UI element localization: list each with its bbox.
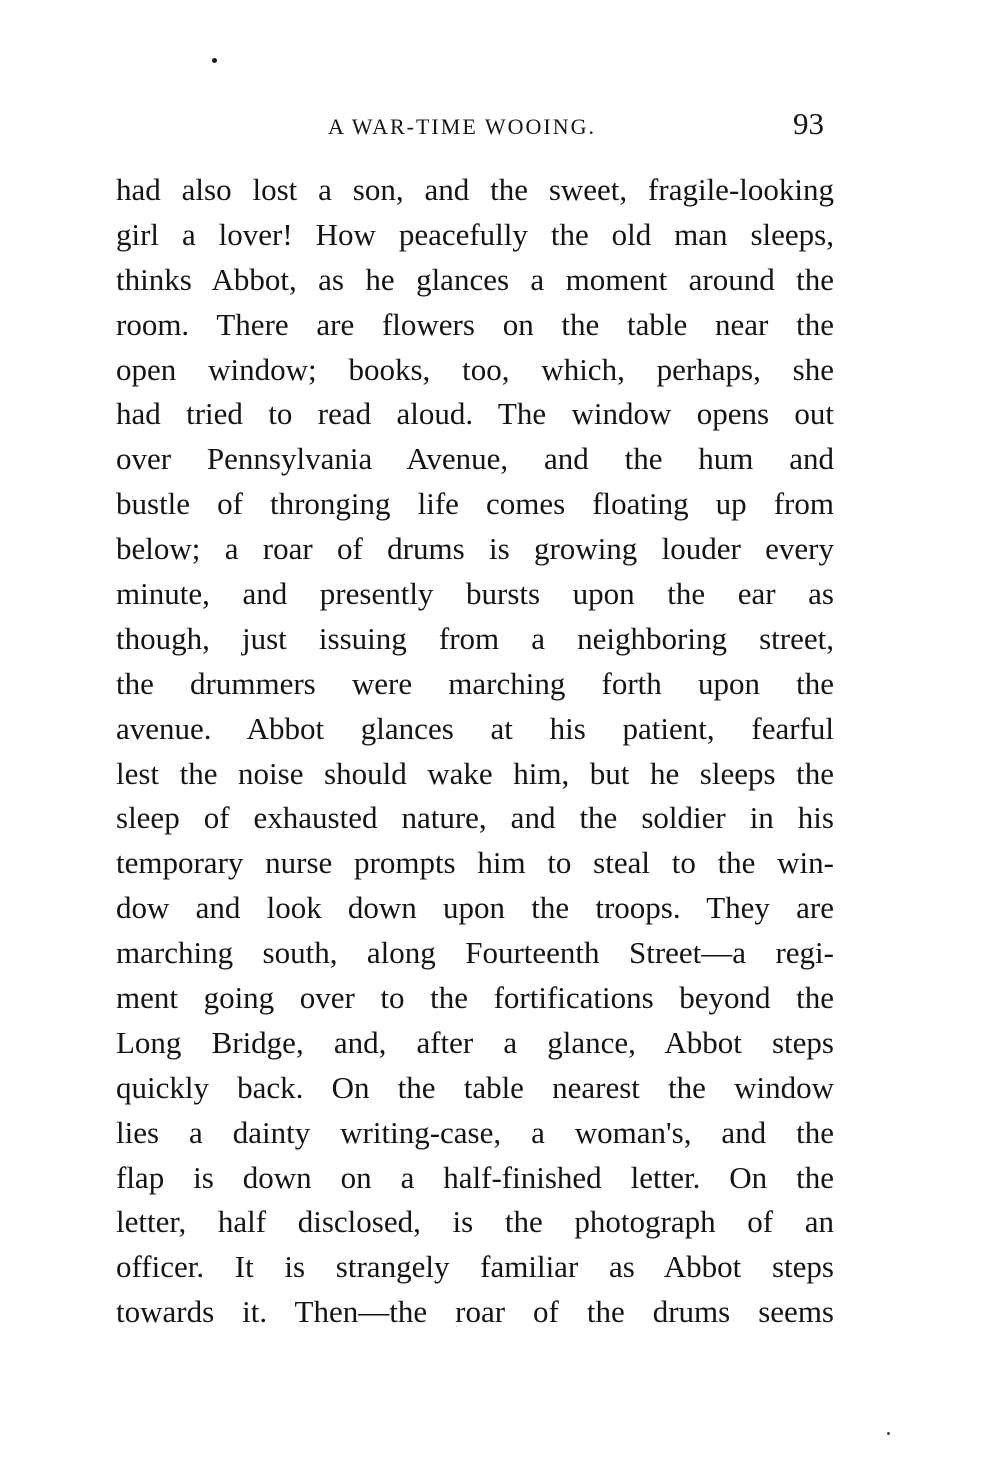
page-number: 93 [793,106,824,141]
text-line: over Pennsylvania Avenue, and the hum and [116,441,834,477]
text-line: lest the noise should wake him, but he sleeps the [116,755,834,791]
text-line: had tried to read aloud. The window opens out [116,396,834,432]
text-line: dow and look down upon the troops. They are [116,890,834,926]
text-line: officer. It is strangely familiar as Abbot steps [116,1249,834,1285]
text-line: girl a lover! How peacefully the old man sleeps, [116,216,834,252]
text-line: temporary nurse prompts him to steal to the win- [116,845,834,881]
text-line: Long Bridge, and, after a glance, Abbot steps [116,1024,834,1060]
text-line: lies a dainty writing-case, a woman's, and the [116,1114,834,1150]
text-line: avenue. Abbot glances at his patient, fearful [116,710,834,746]
text-line: had also lost a son, and the sweet, fragile-looking [116,172,834,207]
running-title: A WAR-TIME WOOING. [328,114,596,139]
body-text [116,168,834,1335]
text-line: letter, half disclosed, is the photograph of an [116,1204,834,1240]
text-line: quickly back. On the table nearest the window [116,1069,834,1105]
text-line: the drummers were marching forth upon the [116,665,834,701]
text-line: thinks Abbot, as he glances a moment around the [116,261,834,297]
text-line: though, just issuing from a neighboring street, [116,620,834,656]
text-line: bustle of thronging life comes floating up from [116,486,834,522]
text-line: below; a roar of drums is growing louder every [116,531,834,567]
text-line: marching south, along Fourteenth Street—a regi- [116,935,834,971]
ink-speck [887,1432,890,1435]
text-line: room. There are flowers on the table near the [116,306,834,342]
running-head [0,104,1000,148]
text-line: minute, and presently bursts upon the ear as [116,576,834,612]
text-line: sleep of exhausted nature, and the soldier in his [116,800,834,836]
text-line: ment going over to the fortifications beyond the [116,980,834,1016]
text-line: towards it. Then—the roar of the drums seems [116,1294,834,1330]
ink-speck [212,58,217,63]
text-line: flap is down on a half-finished letter. On the [116,1159,834,1195]
text-line: open window; books, too, which, perhaps, she [116,351,834,387]
